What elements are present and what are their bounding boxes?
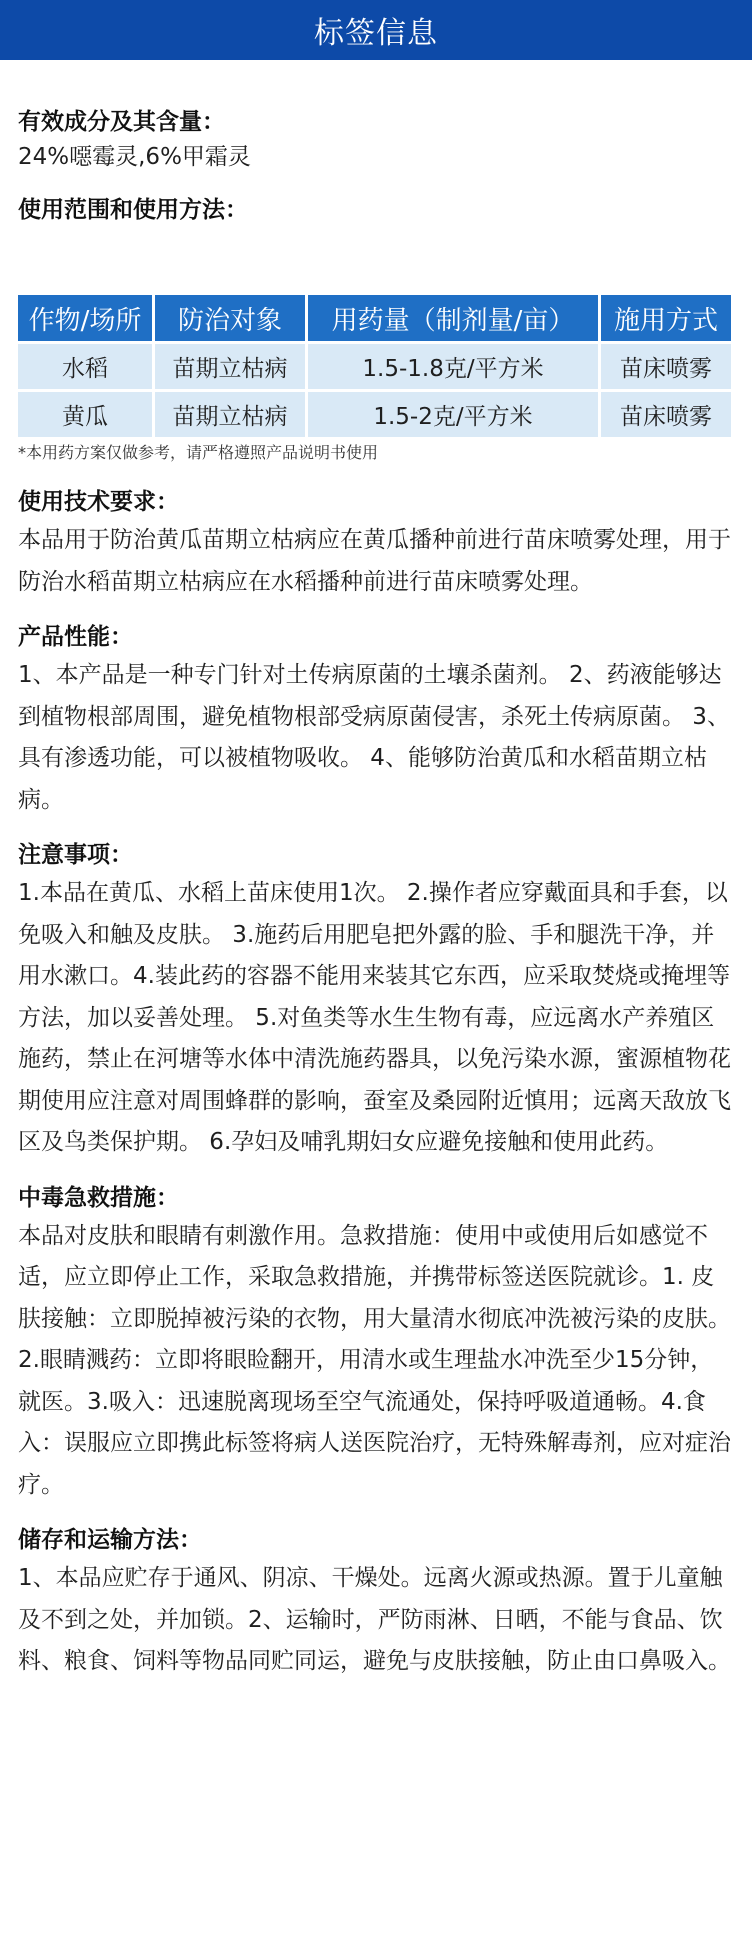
performance-title: 产品性能： — [18, 624, 133, 650]
ingredients-text: 24%噁霉灵,6%甲霜灵 — [18, 144, 251, 170]
tech-section — [18, 486, 734, 603]
ingredients-title: 有效成分及其含量： — [18, 109, 225, 135]
column-header-dosage: 用药量（制剂量/亩） — [308, 295, 598, 341]
tech-text: 本品用于防治黄瓜苗期立枯病应在黄瓜播种前进行苗床喷雾处理，用于防治水稻苗期立枯病应在水稻播种前进行苗床喷雾处理。 — [18, 527, 731, 595]
cell-crop: 水稻 — [18, 344, 152, 389]
firstaid-section — [18, 1182, 734, 1507]
caution-text: 1.本品在黄瓜、水稻上苗床使用1次。 2.操作者应穿戴面具和手套，以免吸入和触及皮肤。 3.施药后用肥皂把外露的脸、手和腿洗干净，并用水漱口。4.装此药的容器不能用来装其它东西，应采取焚烧或掩埋等方法，加以妥善处理。 5.对鱼类等水生生物有毒，应远离水产养殖区施药，禁止在河塘等水体中清洗施药器具，以免污染水源，蜜源植物花期使用应注意对周围蜂群的影响，蚕室及桑园附近慎用；远离天敌放飞区及鸟类保护期。 6.孕妇及哺乳期妇女应避免接触和使用此药。 — [18, 880, 731, 1155]
ingredients-section — [18, 60, 734, 174]
cell-method: 苗床喷雾 — [601, 392, 731, 437]
page-title: 标签信息 — [314, 16, 438, 51]
firstaid-text: 本品对皮肤和眼睛有刺激作用。急救措施：使用中或使用后如感觉不适，应立即停止工作，采取急救措施，并携带标签送医院就诊。1. 皮肤接触：立即脱掉被污染的衣物，用大量清水彻底冲洗被污染的皮肤。2.眼睛溅药：立即将眼睑翻开，用清水或生理盐水冲洗至少15分钟，就医。3.吸入：迅速脱离现场至空气流通处，保持呼吸道通畅。4.食入：误服应立即携此标签将病人送医院治疗，无特殊解毒剂，应对症治疗。 — [18, 1222, 731, 1498]
cell-crop: 黄瓜 — [18, 392, 152, 437]
cell-target: 苗期立枯病 — [155, 344, 305, 389]
usage-note: *本用药方案仅做参考，请严格遵照产品说明书使用 — [18, 443, 379, 462]
cell-target: 苗期立枯病 — [155, 392, 305, 437]
firstaid-title: 中毒急救措施： — [18, 1184, 179, 1211]
usage-title: 使用范围和使用方法： — [18, 197, 248, 223]
storage-text: 1、本品应贮存于通风、阴凉、干燥处。远离火源或热源。置于儿童触及不到之处，并加锁。2、运输时，严防雨淋、日晒，不能与食品、饮料、粮食、饲料等物品同贮同运，避免与皮肤接触，防止由口鼻吸入。 — [18, 1565, 731, 1674]
storage-title: 储存和运输方法： — [18, 1527, 202, 1553]
column-header-target: 防治对象 — [155, 295, 305, 341]
usage-table — [15, 292, 734, 440]
cell-method: 苗床喷雾 — [601, 344, 731, 389]
label-content — [0, 60, 752, 1683]
usage-section — [18, 194, 734, 464]
caution-title: 注意事项： — [18, 842, 133, 868]
performance-text: 1、本产品是一种专门针对土传病原菌的土壤杀菌剂。 2、药液能够达到植物根部周围，避免植物根部受病原菌侵害，杀死土传病原菌。 3、具有渗透功能，可以被植物吸收。 4、能够防治黄瓜和水稻苗期立枯病。 — [18, 662, 730, 813]
storage-section — [18, 1524, 734, 1683]
table-header-row — [18, 295, 731, 341]
tech-title: 使用技术要求： — [18, 489, 179, 515]
table-row — [18, 392, 731, 437]
page-header — [0, 0, 752, 60]
performance-section — [18, 621, 734, 821]
cell-dosage: 1.5-2克/平方米 — [308, 392, 598, 437]
cell-dosage: 1.5-1.8克/平方米 — [308, 344, 598, 389]
table-row — [18, 344, 731, 389]
column-header-crop: 作物/场所 — [18, 295, 152, 341]
caution-section — [18, 839, 734, 1164]
column-header-method: 施用方式 — [601, 295, 731, 341]
